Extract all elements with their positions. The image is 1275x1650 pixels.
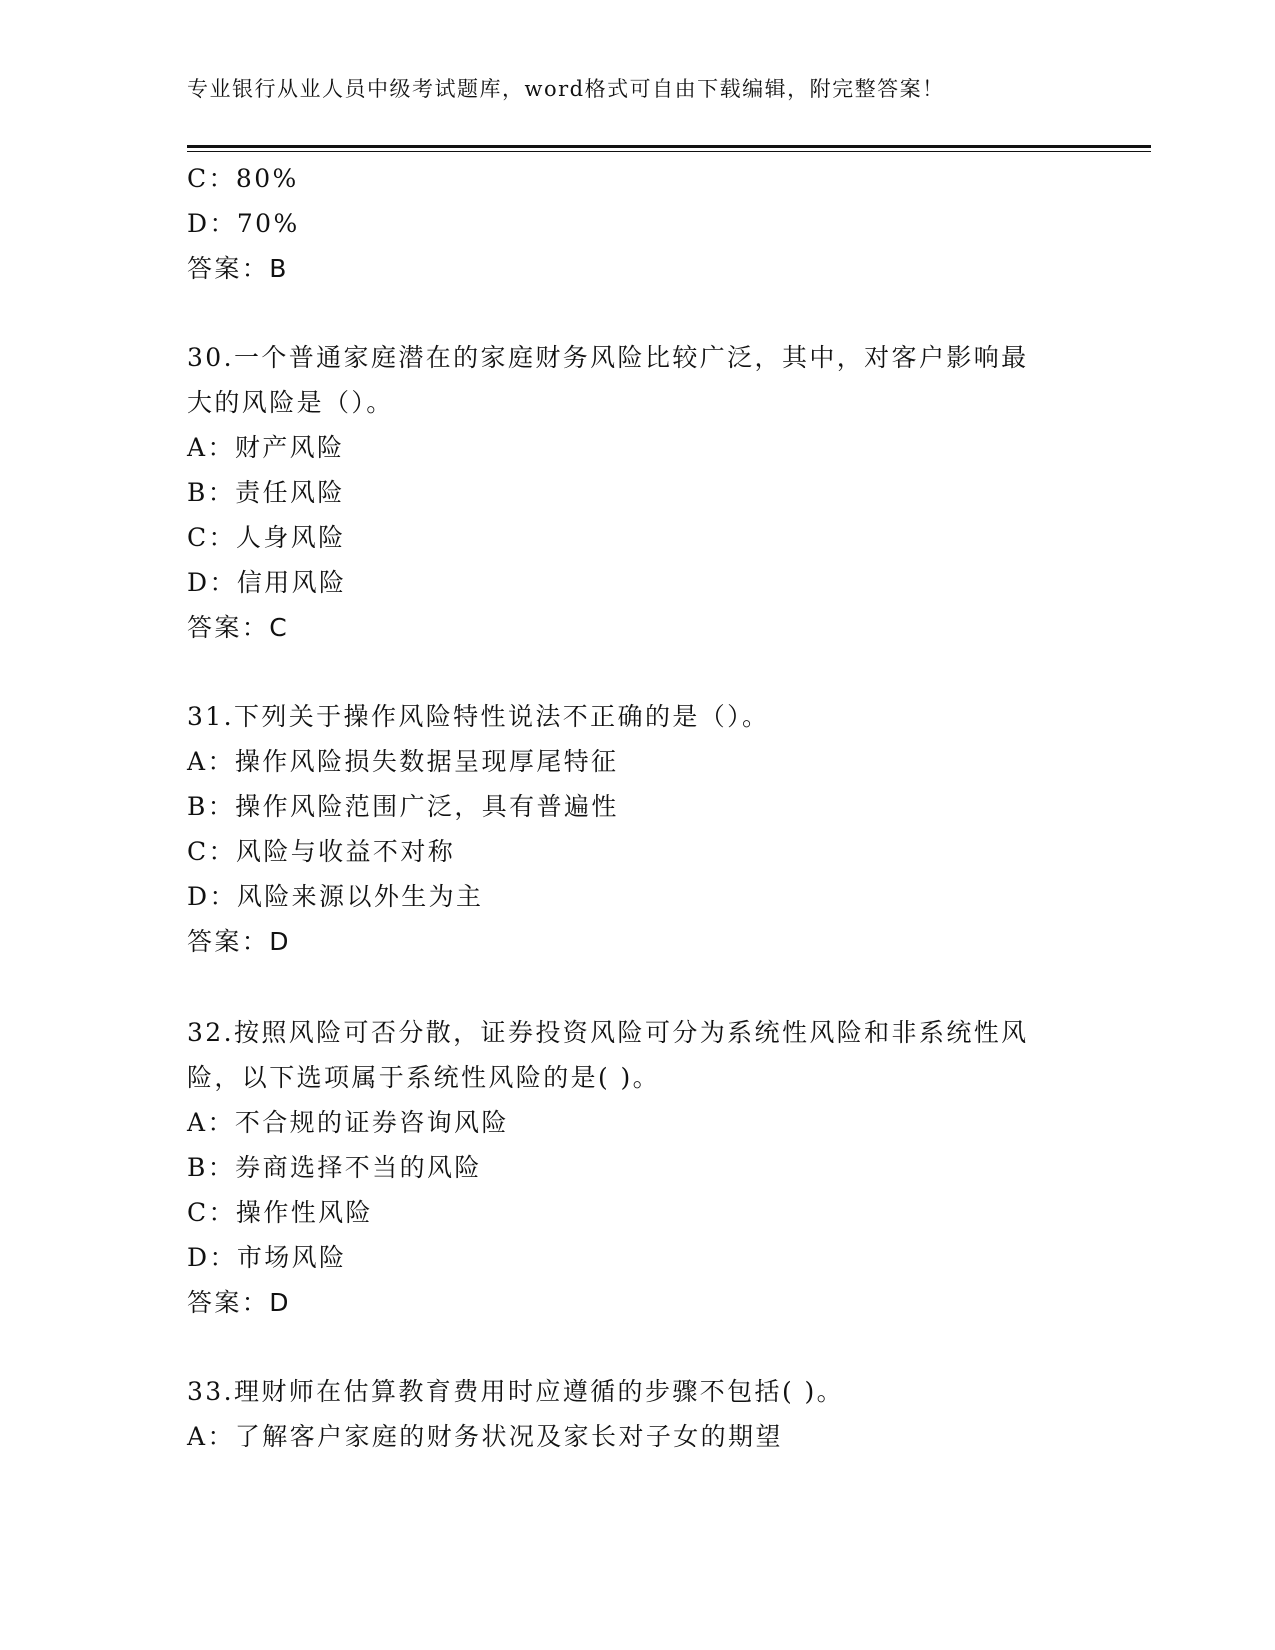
question-line: 32.按照风险可否分散，证券投资风险可分为系统性风险和非系统性风 <box>187 1018 1029 1047</box>
option-line: D：70% <box>187 209 300 238</box>
option-line: B：操作风险范围广泛，具有普遍性 <box>187 792 619 821</box>
question-line: 30.一个普通家庭潜在的家庭财务风险比较广泛，其中，对客户影响最 <box>187 343 1029 372</box>
header-rule-thick <box>187 145 1151 148</box>
question-line: 31.下列关于操作风险特性说法不正确的是（）。 <box>187 702 770 731</box>
option-line: B：责任风险 <box>187 478 345 507</box>
question-line: 险，以下选项属于系统性风险的是( )。 <box>187 1063 661 1092</box>
option-line: D：市场风险 <box>187 1243 347 1272</box>
option-line: D：风险来源以外生为主 <box>187 882 484 911</box>
answer-line: 答案：D <box>187 1288 291 1317</box>
question-line: 大的风险是（）。 <box>187 388 394 417</box>
option-line: A：操作风险损失数据呈现厚尾特征 <box>187 747 619 776</box>
answer-line: 答案：D <box>187 927 291 956</box>
question-line: 33.理财师在估算教育费用时应遵循的步骤不包括( )。 <box>187 1377 845 1406</box>
answer-line: 答案：B <box>187 254 289 283</box>
option-line: C：人身风险 <box>187 523 346 552</box>
option-line: C：80% <box>187 164 299 193</box>
header-rule-thin <box>187 151 1151 152</box>
page-header: 专业银行从业人员中级考试题库，word格式可自由下载编辑，附完整答案！ <box>187 77 945 101</box>
option-line: A：不合规的证券咨询风险 <box>187 1108 509 1137</box>
option-line: B：券商选择不当的风险 <box>187 1153 482 1182</box>
option-line: A：财产风险 <box>187 433 345 462</box>
option-line: A：了解客户家庭的财务状况及家长对子女的期望 <box>187 1422 783 1451</box>
answer-line: 答案：C <box>187 613 290 642</box>
option-line: C：风险与收益不对称 <box>187 837 456 866</box>
option-line: D：信用风险 <box>187 568 347 597</box>
option-line: C：操作性风险 <box>187 1198 373 1227</box>
